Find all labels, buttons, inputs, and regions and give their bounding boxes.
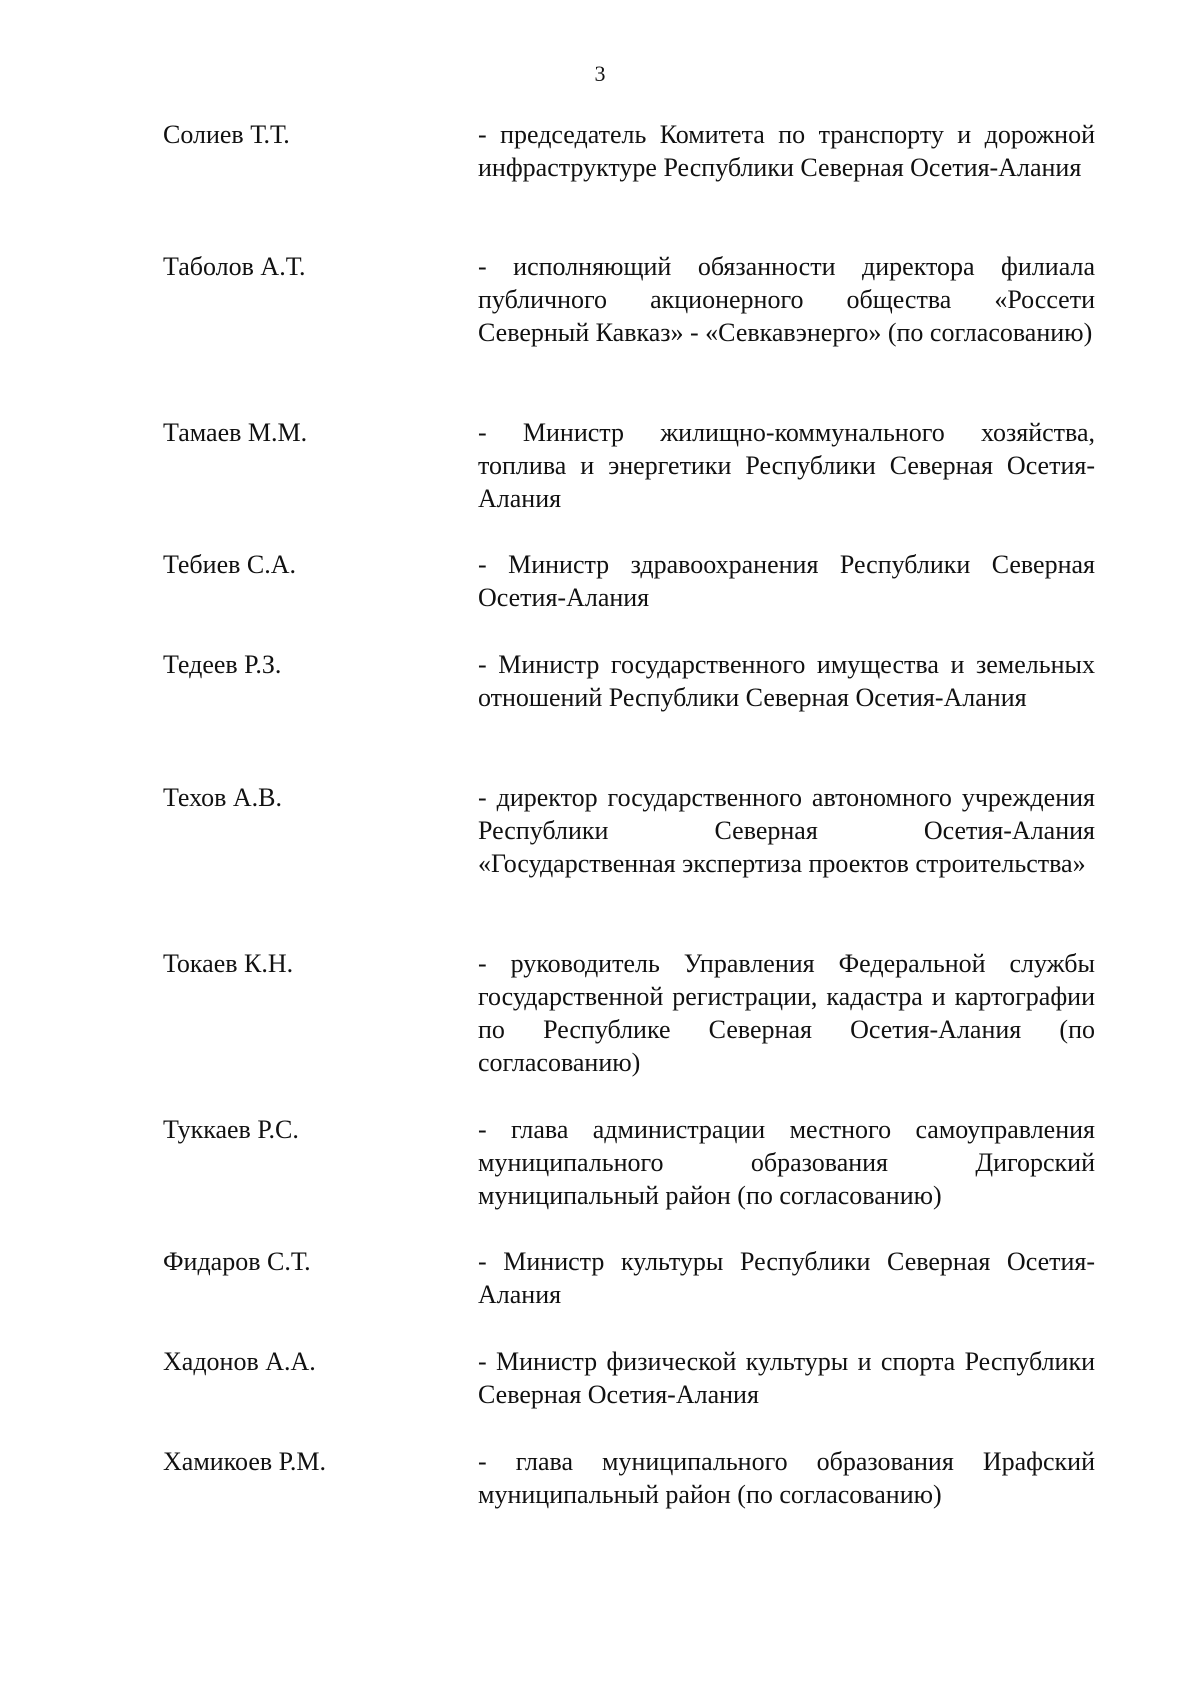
member-position: - Министр культуры Республики Северная Осетия-Алания bbox=[478, 1247, 1095, 1309]
member-position: - директор государственного автономного учреждения Республики Северная Осетия-Алания «Государственная экспертиза проектов строительства» bbox=[478, 783, 1095, 878]
member-name: Хамикоев Р.М. bbox=[163, 1447, 326, 1476]
member-position: - Министр жилищно-коммунального хозяйства, топлива и энергетики Республики Северная Осетия-Алания bbox=[478, 418, 1095, 513]
page-number: 3 bbox=[594, 61, 606, 86]
member-name: Тедеев Р.З. bbox=[163, 650, 282, 679]
member-position: - исполняющий обязанности директора филиала публичного акционерного общества «Россети Северный Кавказ» - «Севкавэнерго» (по согласованию) bbox=[478, 252, 1095, 347]
member-name: Токаев К.Н. bbox=[163, 949, 294, 978]
member-position: - глава администрации местного самоуправления муниципального образования Дигорский муниципальный район (по согласованию) bbox=[478, 1115, 1095, 1210]
member-name: Тамаев М.М. bbox=[163, 418, 308, 447]
member-position: - Министр здравоохранения Республики Северная Осетия-Алания bbox=[478, 550, 1095, 612]
member-position: - Министр физической культуры и спорта Республики Северная Осетия-Алания bbox=[478, 1347, 1095, 1409]
member-name: Таболов А.Т. bbox=[163, 252, 306, 281]
member-position: - Министр государственного имущества и земельных отношений Республики Северная Осетия-Алания bbox=[478, 650, 1095, 712]
member-name: Солиев Т.Т. bbox=[163, 120, 290, 149]
member-name: Техов А.В. bbox=[163, 783, 282, 812]
member-name: Хадонов А.А. bbox=[163, 1347, 316, 1376]
member-name: Туккаев Р.С. bbox=[163, 1115, 299, 1144]
member-position: - глава муниципального образования Ирафский муниципальный район (по согласованию) bbox=[478, 1447, 1095, 1509]
member-name: Тебиев С.А. bbox=[163, 550, 297, 579]
member-name: Фидаров С.Т. bbox=[163, 1247, 311, 1276]
member-position: - председатель Комитета по транспорту и дорожной инфраструктуре Республики Северная Осетия-Алания bbox=[478, 120, 1095, 182]
member-position: - руководитель Управления Федеральной службы государственной регистрации, кадастра и картографии по Республике Северная Осетия-Алания (по согласованию) bbox=[478, 949, 1095, 1077]
